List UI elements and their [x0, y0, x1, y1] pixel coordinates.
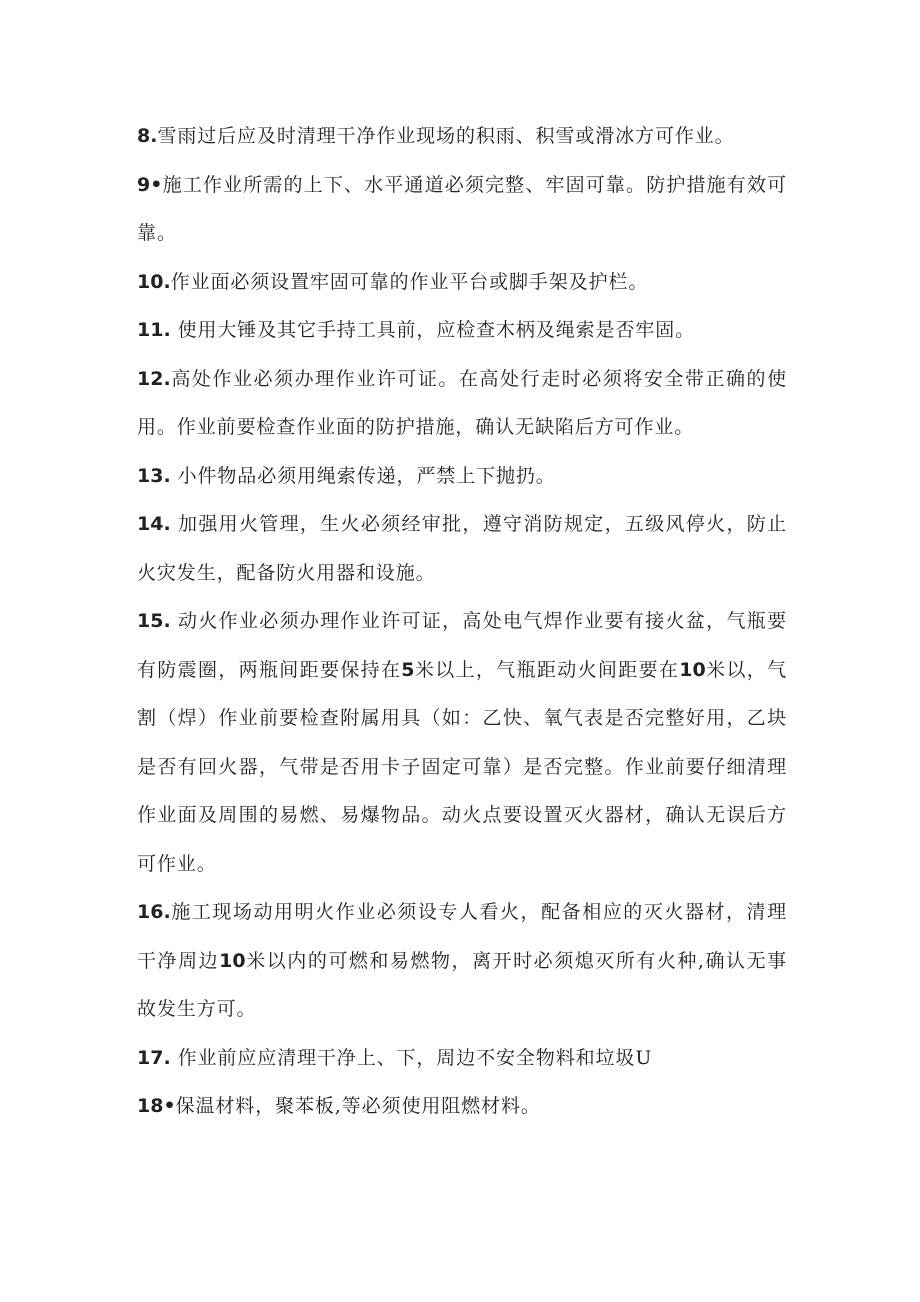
item-separator: .: [163, 367, 171, 390]
item-separator: •: [150, 173, 163, 196]
document-body: [137, 112, 787, 1131]
item-inline-number: 10: [219, 949, 246, 972]
item-text: 米以，气割（焊）作业前要检查附属用具（如：乙快、氧气表是否完整好用，乙块是否有回火器，气带是否用卡子固定可靠）是否完整。作业前要仔细清理作业面及周围的易燃、易爆物品。动火点要设置灭火器材，确认无误后方可作业。: [137, 658, 788, 875]
item-inline-number: 10: [679, 658, 706, 681]
item-separator: .: [163, 270, 171, 293]
list-item-16: [137, 888, 787, 1034]
item-text: 保温材料，聚苯板,等必须使用阻燃材料。: [175, 1095, 541, 1117]
item-number: 16: [137, 901, 164, 923]
item-number: 11: [137, 319, 164, 341]
list-item-10: [137, 258, 787, 307]
item-number: 10: [137, 270, 164, 293]
item-separator: •: [163, 1095, 176, 1117]
item-text: 米以内的可燃和易燃物，离开时必须熄灭所有火种,确认无事故发生方可。: [137, 949, 788, 1020]
item-text: 雪雨过后应及时清理干净作业现场的积雨、积雪或滑冰方可作业。: [157, 125, 735, 147]
list-item-14: [137, 500, 787, 597]
item-separator: .: [163, 1046, 171, 1069]
list-item-17: [137, 1034, 787, 1083]
item-inline-number: 5: [401, 658, 415, 681]
item-separator: .: [163, 610, 171, 632]
list-item-11: [137, 306, 787, 355]
item-text: 高处作业必须办理作业许可证。在高处行走时必须将安全带正确的使用。作业前要检查作业面的防护措施，确认无缺陷后方可作业。: [137, 367, 787, 438]
item-number: 13: [137, 464, 164, 487]
item-separator: .: [150, 125, 158, 147]
list-item-8: [137, 112, 787, 161]
item-text: 加强用火管理，生火必须经审批，遵守消防规定，五级风停火，防止火灾发生，配备防火用器和设施。: [137, 513, 787, 584]
item-text: 米以上，气瓶距动火间距要在: [414, 658, 680, 681]
item-text: 动火作业必须办理作业许可证，高处电气焊作业要有接火盆，气瓶要有防震圈，两瓶间距要保持在: [137, 610, 787, 681]
item-text: 施工作业所需的上下、水平通道必须完整、牢固可靠。防护措施有效可靠。: [137, 173, 787, 244]
item-separator: .: [163, 901, 171, 923]
list-item-13: [137, 452, 787, 501]
item-text: 施工现场动用明火作业必须设专人看火，配备相应的灭火器材，清理干净周边: [137, 901, 787, 972]
list-item-12: [137, 355, 787, 452]
item-number: 12: [137, 367, 164, 390]
item-separator: .: [163, 464, 171, 487]
list-item-18: [137, 1082, 787, 1131]
item-number: 18: [137, 1095, 164, 1117]
item-separator: .: [163, 319, 171, 341]
item-number: 14: [137, 513, 164, 535]
list-item-9: [137, 161, 787, 258]
item-text: 作业面必须设置牢固可靠的作业平台或脚手架及护栏。: [170, 270, 649, 293]
item-text: 使用大锤及其它手持工具前，应检查木柄及绳索是否牢固。: [170, 319, 696, 341]
item-separator: .: [163, 513, 171, 535]
item-number: 17: [137, 1046, 164, 1069]
item-number: 9: [137, 173, 151, 196]
item-text: 小件物品必须用绳索传递，严禁上下抛扔。: [170, 464, 556, 487]
item-text: 作业前应应清理干净上、下，周边不安全物料和垃圾U: [170, 1046, 653, 1069]
item-number: 15: [137, 610, 164, 632]
item-number: 8: [137, 125, 151, 147]
list-item-15: [137, 597, 787, 888]
